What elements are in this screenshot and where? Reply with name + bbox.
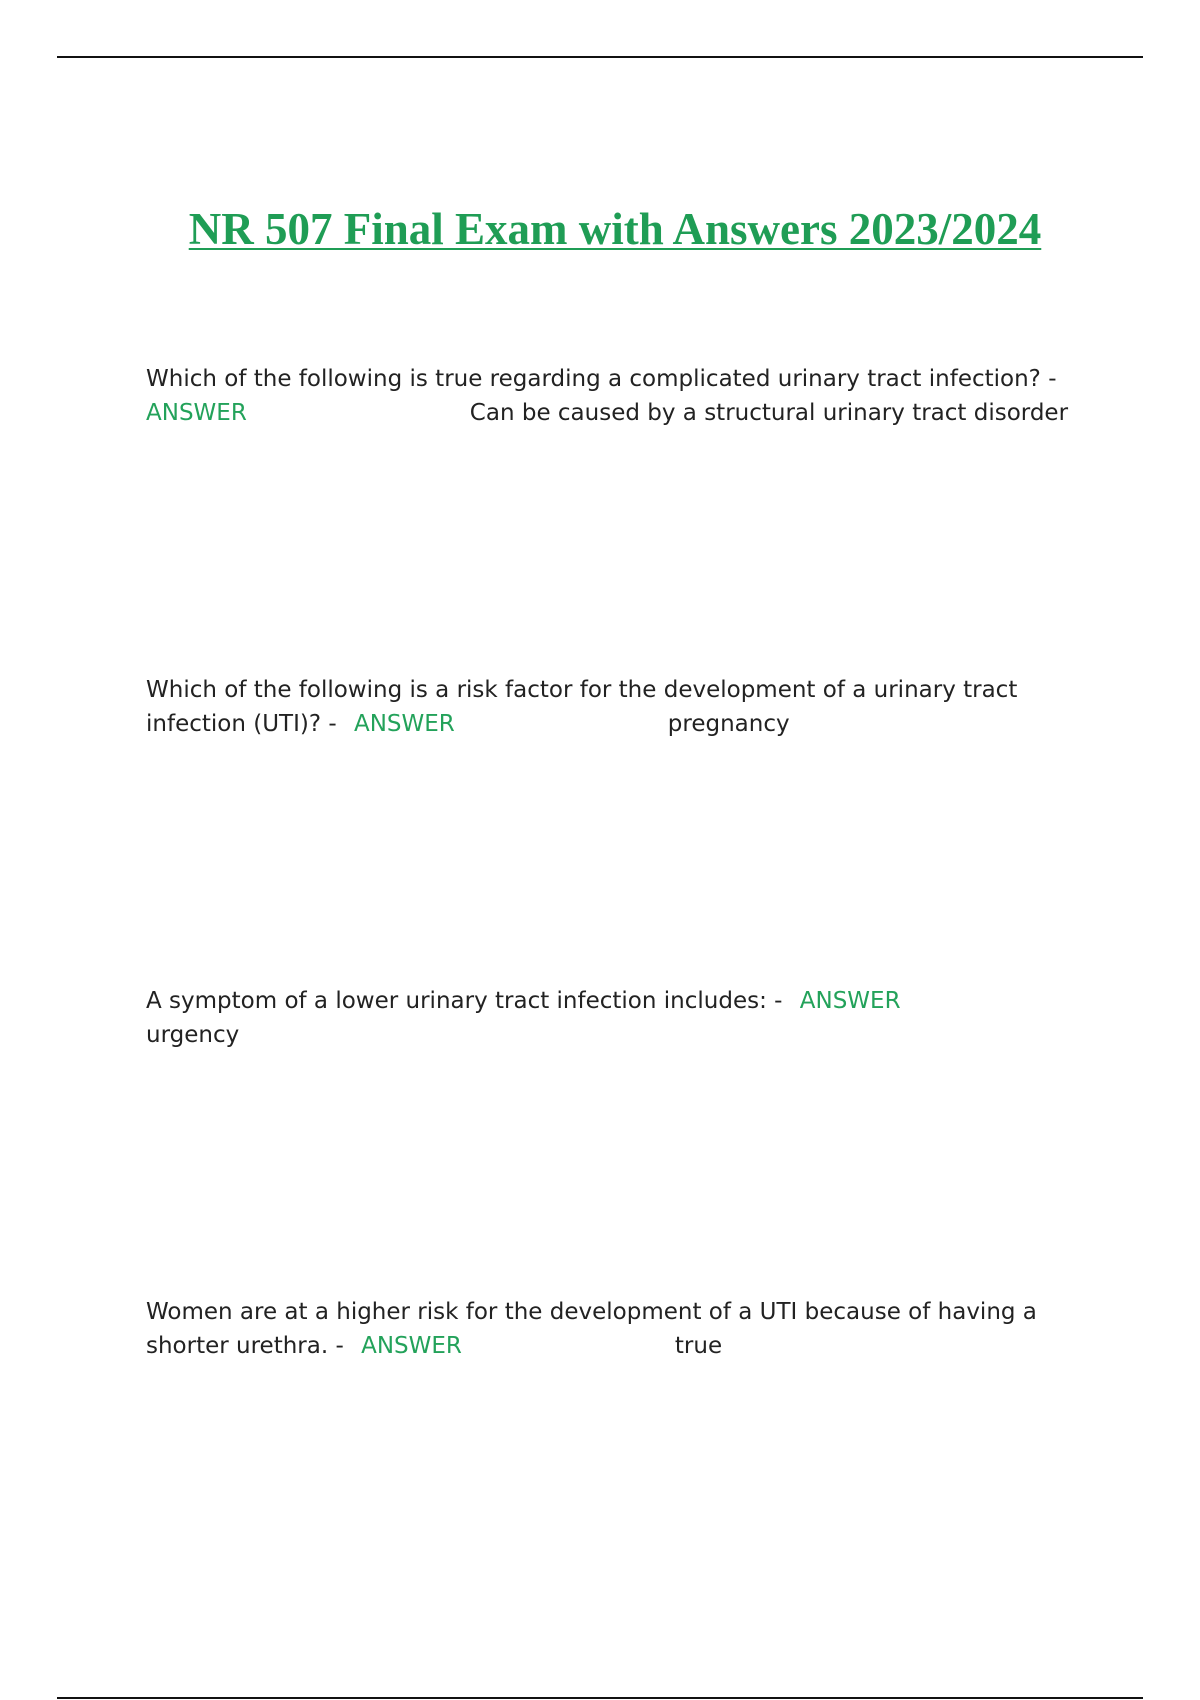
question-text: A symptom of a lower urinary tract infection includes: - (146, 988, 783, 1014)
qa-item (146, 1295, 1076, 1363)
qa-item (146, 362, 1076, 430)
answer-label: ANSWER (146, 400, 247, 426)
answer-text: true (674, 1333, 723, 1359)
qa-item (146, 984, 1076, 1052)
question-text: Women are at a higher risk for the development of a UTI because of having a shorter urethra. - (146, 1299, 1037, 1359)
answer-label: ANSWER (799, 988, 901, 1014)
document-title: NR 507 Final Exam with Answers 2023/2024 (188, 204, 1042, 254)
qa-item (146, 673, 1076, 741)
top-divider (57, 56, 1143, 58)
question-text: Which of the following is a risk factor for the development of a urinary tract infection (UTI)? - (146, 677, 1018, 737)
answer-label: ANSWER (353, 711, 455, 737)
answer-text: urgency (146, 1022, 240, 1048)
answer-text: pregnancy (667, 711, 790, 737)
answer-text: Can be caused by a structural urinary tract disorder (469, 400, 1069, 426)
answer-label: ANSWER (361, 1333, 462, 1359)
bottom-divider (57, 1697, 1143, 1699)
question-text: Which of the following is true regarding a complicated urinary tract infection? - (146, 366, 1057, 392)
